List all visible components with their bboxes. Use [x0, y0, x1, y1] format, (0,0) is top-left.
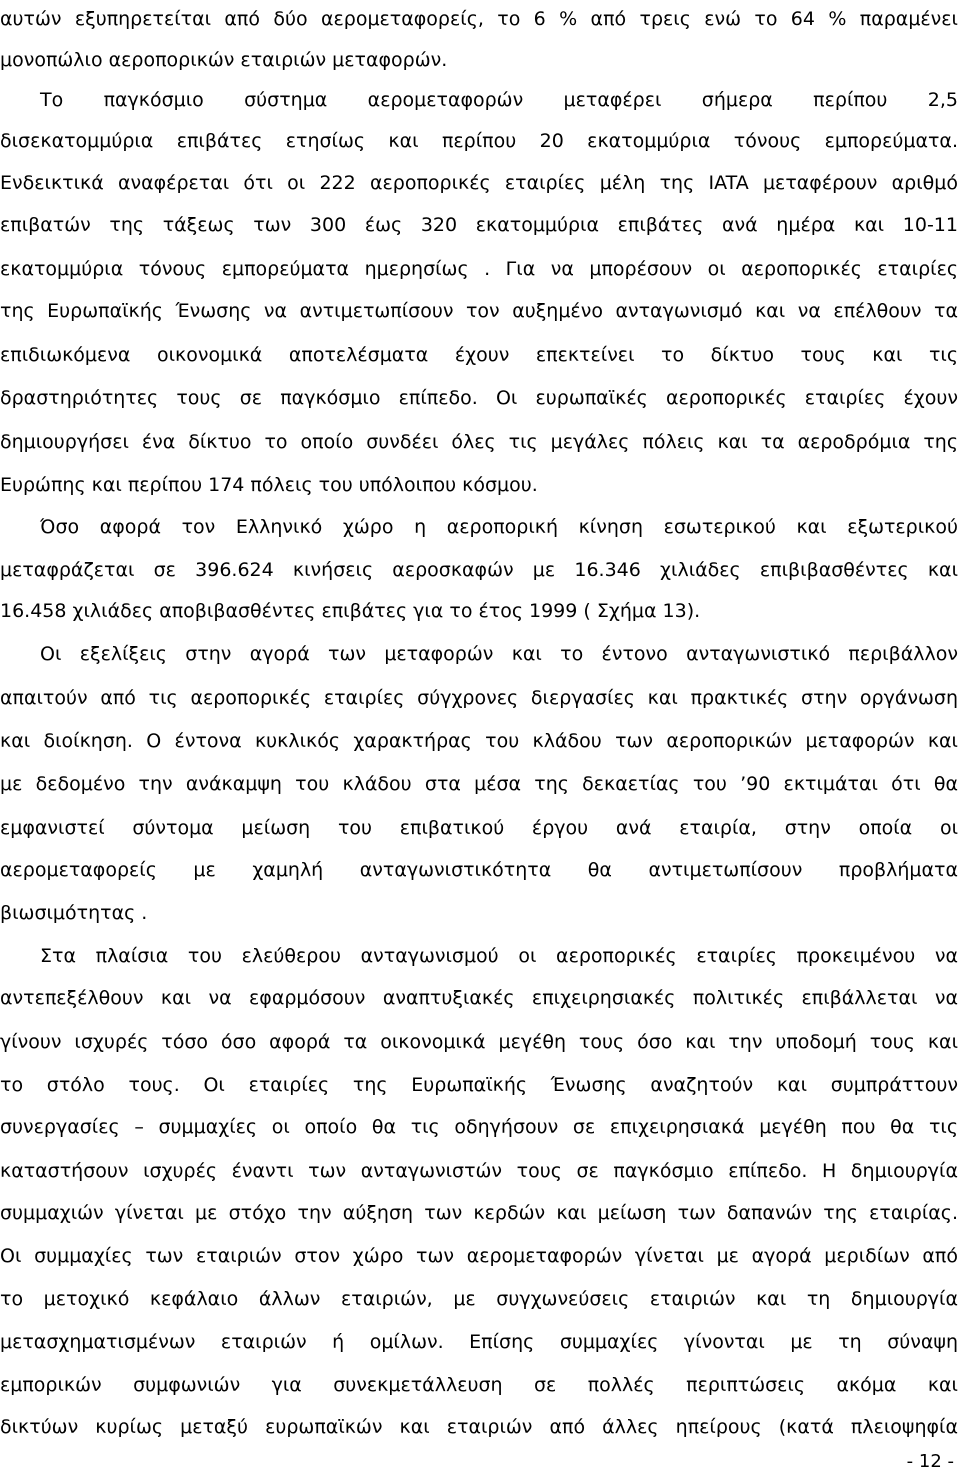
text-line: γίνουν ισχυρές τόσο όσο αφορά τα οικονομικά μεγέθη τους όσο και την υποδομή τους και — [0, 1031, 958, 1053]
text-line: συμμαχιών γίνεται με στόχο την αύξηση των κερδών και μείωση των δαπανών της εταιρίας. — [0, 1202, 958, 1224]
text-line: αυτών εξυπηρετείται από δύο αερομεταφορείς, το 6 % από τρεις ενώ το 64 % παραμένει — [0, 8, 958, 30]
text-line: εκατομμύρια τόνους εμπορεύματα ημερησίως . Για να μπορέσουν οι αεροπορικές εταιρίες — [0, 258, 958, 280]
text-line: Όσο αφορά τον Ελληνικό χώρο η αεροπορική κίνηση εσωτερικού και εξωτερικού — [40, 516, 958, 538]
text-line: αερομεταφορείς με χαμηλή ανταγωνιστικότητα θα αντιμετωπίσουν προβλήματα — [0, 859, 958, 881]
text-line: αντεπεξέλθουν και να εφαρμόσουν αναπτυξιακές επιχειρησιακές πολιτικές επιβάλλεται να — [0, 987, 958, 1009]
text-line: καταστήσουν ισχυρές έναντι των ανταγωνιστών τους σε παγκόσμιο επίπεδο. Η δημιουργία — [0, 1160, 958, 1182]
text-line: της Ευρωπαϊκής Ένωσης να αντιμετωπίσουν τον αυξημένο ανταγωνισμό και να επέλθουν τα — [0, 300, 958, 322]
text-line: Ευρώπης και περίπου 174 πόλεις του υπόλοιπου κόσμου. — [0, 474, 538, 496]
text-line: επιδιωκόμενα οικονομικά αποτελέσματα έχουν επεκτείνει το δίκτυο τους και τις — [0, 344, 958, 366]
text-line: δισεκατομμύρια επιβάτες ετησίως και περίπου 20 εκατομμύρια τόνους εμπορεύματα. — [0, 130, 958, 152]
text-line: δραστηριότητες τους σε παγκόσμιο επίπεδο. Οι ευρωπαϊκές αεροπορικές εταιρίες έχουν — [0, 387, 958, 409]
text-line: Οι εξελίξεις στην αγορά των μεταφορών και το έντονο ανταγωνιστικό περιβάλλον — [40, 643, 958, 665]
text-line: μονοπώλιο αεροπορικών εταιριών μεταφορών. — [0, 49, 448, 71]
text-line: απαιτούν από τις αεροπορικές εταιρίες σύγχρονες διεργασίες και πρακτικές στην οργάνωση — [0, 687, 958, 709]
text-line: και διοίκηση. Ο έντονα κυκλικός χαρακτήρας του κλάδου των αεροπορικών μεταφορών και — [0, 730, 958, 752]
text-line: Στα πλαίσια του ελεύθερου ανταγωνισμού οι αεροπορικές εταιρίες προκειμένου να — [40, 945, 958, 967]
text-line: Οι συμμαχίες των εταιριών στον χώρο των αερομεταφορών γίνεται με αγορά μεριδίων από — [0, 1245, 958, 1267]
text-line: επιβατών της τάξεως των 300 έως 320 εκατομμύρια επιβάτες ανά ημέρα και 10-11 — [0, 214, 958, 236]
text-line: το μετοχικό κεφάλαιο άλλων εταιριών, με συγχωνεύσεις εταιριών και τη δημιουργία — [0, 1288, 958, 1310]
text-line: μετασχηματισμένων εταιριών ή ομίλων. Επίσης συμμαχίες γίνονται με τη σύναψη — [0, 1331, 958, 1353]
text-line: μεταφράζεται σε 396.624 κινήσεις αεροσκαφών με 16.346 χιλιάδες επιβιβασθέντες και — [0, 559, 958, 581]
page-number: - 12 - — [906, 1451, 954, 1472]
text-line: Το παγκόσμιο σύστημα αερομεταφορών μεταφέρει σήμερα περίπου 2,5 — [40, 89, 958, 111]
text-line: βιωσιμότητας . — [0, 902, 148, 924]
text-line: δικτύων κυρίως μεταξύ ευρωπαϊκών και εταιριών από άλλες ηπείρους (κατά πλειοψηφία — [0, 1416, 958, 1438]
text-line: εμπορικών συμφωνιών για συνεκμετάλλευση σε πολλές περιπτώσεις ακόμα και — [0, 1374, 958, 1396]
text-line: 16.458 χιλιάδες αποβιβασθέντες επιβάτες για το έτος 1999 ( Σχήμα 13). — [0, 600, 701, 622]
text-line: εμφανιστεί σύντομα μείωση του επιβατικού έργου ανά εταιρία, στην οποία οι — [0, 817, 958, 839]
text-line: το στόλο τους. Οι εταιρίες της Ευρωπαϊκής Ένωσης αναζητούν και συμπράττουν — [0, 1074, 958, 1096]
text-line: με δεδομένο την ανάκαμψη του κλάδου στα μέσα της δεκαετίας του ’90 εκτιμάται ότι θα — [0, 773, 958, 795]
text-line: Ενδεικτικά αναφέρεται ότι οι 222 αεροπορικές εταιρίες μέλη της IATA μεταφέρουν αριθμό — [0, 172, 958, 194]
text-line: δημιουργήσει ένα δίκτυο το οποίο συνδέει όλες τις μεγάλες πόλεις και τα αεροδρόμια της — [0, 431, 958, 453]
text-line: συνεργασίες – συμμαχίες οι οποίο θα τις οδηγήσουν σε επιχειρησιακά μεγέθη που θα τις — [0, 1116, 958, 1138]
